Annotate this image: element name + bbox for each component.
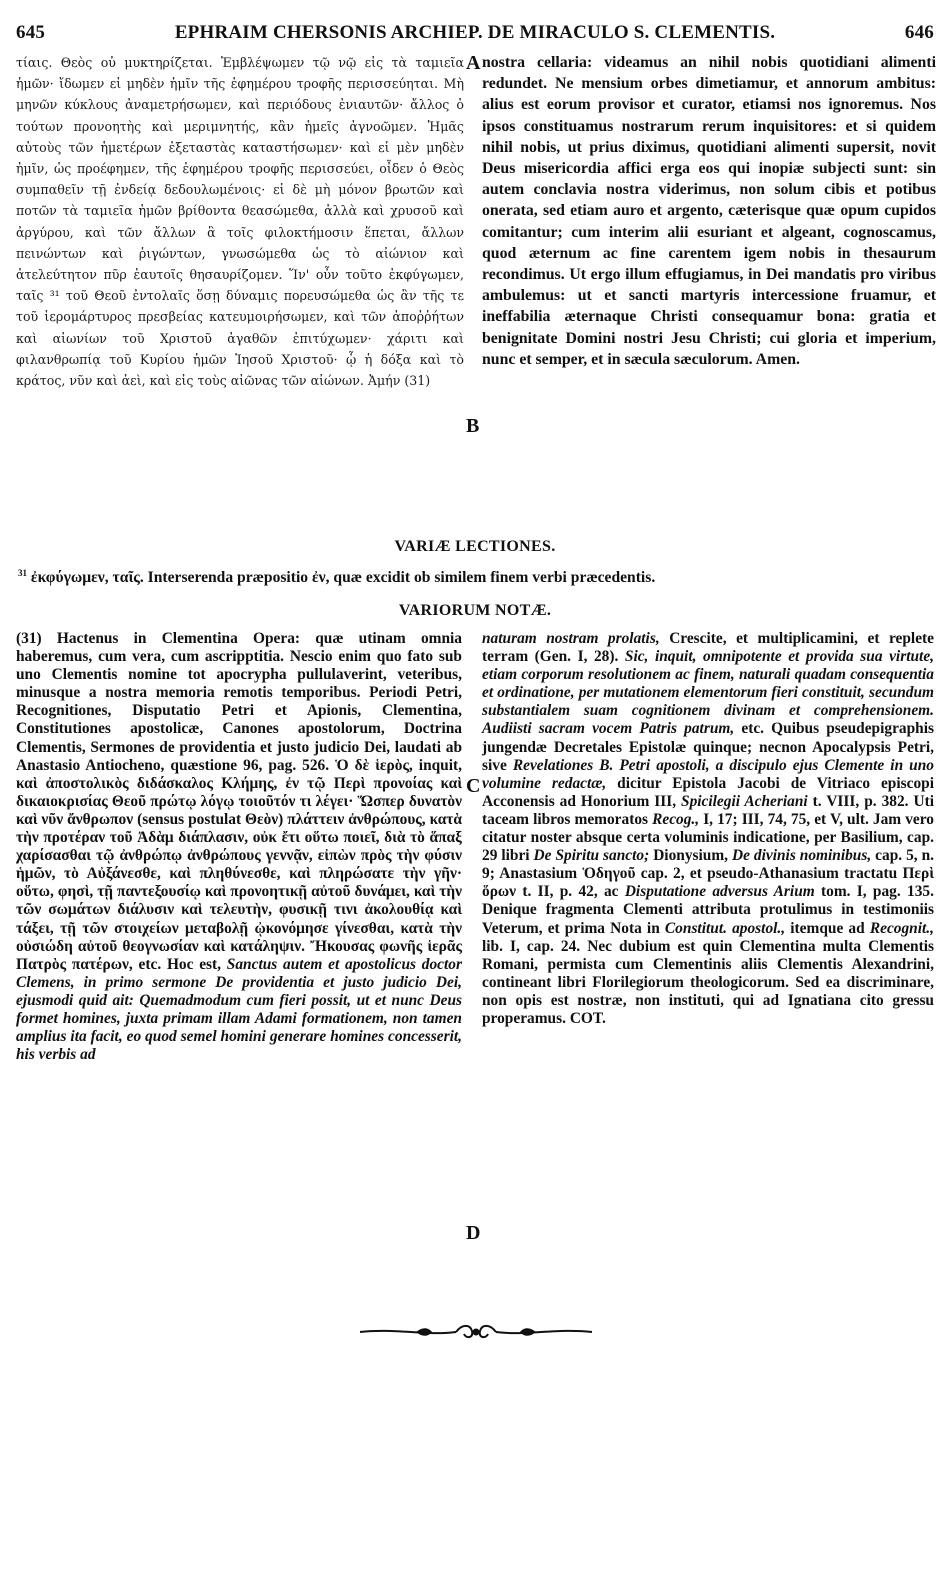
note-text-1: Crescite, et multiplicamini, et replete terram (Gen. I, 28).	[482, 630, 934, 666]
margin-letter-b: B	[466, 415, 480, 437]
page-number-right: 646	[904, 22, 934, 43]
note-italic-4: Spicilegii Acheriani	[681, 792, 808, 810]
note-italic-8: Disputatione adversus Arium	[624, 883, 815, 901]
running-title: EPHRAIM CHERSONIS ARCHIEP. DE MIRACULO S. CLEMENTIS.	[174, 22, 776, 43]
note-text-7: cap. 5, n. 9; Anastasium Ὁδηγοῦ cap. 2, et pseudo-Athanasium tractatu Περὶ ὅρων t. II, p. 42, ac	[482, 847, 934, 901]
notes-left-column	[16, 630, 462, 1064]
page-header	[16, 14, 934, 54]
greek-text-column: τίαις. Θεὸς οὐ μυκτηρίζεται. Ἐμβλέψωμεν τῷ νῷ εἰς τὰ ταμιεῖα ἡμῶν· ἴδωμεν εἰ μηδὲν ἡμῖν τῆς ἐφημέρου τροφῆς περισσεύηται. Μὴ μηνῶν κύκλους ἀναμετρήσωμεν, καὶ περιόδους ἐνιαυτῶν· ἄλλος ὁ τούτων προνοητὴς καὶ μεριμνητής, κἂν ἡμεῖς ἀγνοῶμεν. Ἡμᾶς αὐτοὺς τῶν ἡμετέρων ἐξεταστὰς καταστήσωμεν· καὶ εἰ μὲν μηδὲν ἡμῖν, ὡς προέφημεν, τῆς ἐφημέρου τροφῆς περισσεύει, οἶδεν ὁ Θεὸς συμπαθεῖν τῇ ἐνδείᾳ δεδουλωμένοις· εἰ δὲ μὴ μόνον βρωτῶν καὶ ποτῶν τὰ ταμιεῖα ἡμῶν βρίθοντα θεασώμεθα, ἀλλὰ καὶ χρυσοῦ καὶ ἀργύρου, καὶ τῶν ἄλλων ἃ τοῖς φιλοκτήμοσιν ἕπεται, ἄλλων πεινώντων καὶ ῥιγώντων, γνωσώμεθα ὡς τὸ αἰώνιον καὶ ἀτελεύτητον πῦρ ἑαυτοῖς θησαυρίζομεν. Ἵν' οὖν τοῦτο ἐκφύγωμεν, ταῖς ³¹ τοῦ Θεοῦ ἐντολαῖς ὅσῃ δύναμις πορευσώμεθα ὡς ἂν τῆς τε τοῦ ἱερομάρτυρος πρεσβείας κατευμοιρήσωμεν, καὶ τῶν ἀποῤῥήτων καὶ αἰωνίων τοῦ Χριστοῦ ἀγαθῶν ἐπιτύχωμεν· χάριτι καὶ φιλανθρωπίᾳ τοῦ Κυρίου ἡμῶν Ἰησοῦ Χριστοῦ· ᾧ ἡ δόξα καὶ τὸ κράτος, νῦν καὶ ἀεὶ, καὶ εἰς τοὺς αἰῶνας τῶν αἰώνων. Ἀμήν (31)	[16, 55, 464, 389]
fleuron-ornament-icon	[356, 1322, 596, 1342]
note-text-2: etc. Quibus pseudepigraphis jungendæ Decretales Epistolæ quinque; necnon Apocalypsis Petri, sive	[482, 720, 934, 774]
variant-number: 31	[18, 568, 27, 578]
margin-letter-c: C	[466, 775, 481, 797]
note-italic-5: Recog.,	[652, 810, 700, 828]
note-text-3: dicitur Epistola Jacobi de Vitriaco episcopi Acconensis ad Honorium III,	[482, 774, 934, 810]
margin-letter-a: A	[466, 52, 481, 74]
note-italic-3: Revelationes B. Petri apostoli, a discipulo ejus Clemente in uno volumine redactæ,	[482, 756, 934, 792]
note-italic-2: Sic, inquit, omnipotente et provida sua virtute, etiam corporum resolutionem ac finem, naturali quadam consequentia et ordinatione, per mutationem elementorum fieri constituit, secundum substantialem suam cognitionem divinam et comprehensionem. Audiisti sacram vocem Patris patrum,	[482, 648, 934, 738]
latin-text-column: nostra cellaria: videamus an nihil nobis quotidiani alimenti redundet. Ne mensium orbes dimetiamur, et annorum ambitus: alius est eorum provisor et curator, etiamsi nos ignoremus. Nos ipsos constituamus nostrarum rerum inquisitores: et si quidem nihil nobis, ut prius diximus, quotidiani alimenti supersit, novit Deus misericordia affici erga eos qui inopiæ subjecti sunt: sin autem conclavia nostra viderimus, non solum cibis et potibus onerata, sed etiam auro et argento, cæterisque quæ opum cupidos comitantur; cum interim alii esuriant et algeant, cognoscamus, quod æternum ac fine carentem igem nobis in thesaurum recondimus. Ut ergo illum effugiamus, in Dei mandatis pro viribus ambulemus: ut et sancti martyris intercessione fruamur, et ineffabilia æternaque Christi consequamur bona: gratia et benignitate Domini nostri Jesu Christi; cui gloria et imperium, nunc et semper, et in sæcula sæculorum. Amen.	[482, 54, 936, 368]
note-italic-7: De divinis nominibus,	[732, 847, 872, 865]
note-italic-1: naturam nostram prolatis,	[482, 630, 660, 647]
note-31-text: (31) Hactenus in Clementina Opera: quæ utinam omnia haberemus, cum vera, cum ascripptitia. Nescio enim quo fato sub uno Clementis nomine tot apocrypha pullulaverint, veteribus, minusque a nostra memoria remotis temporibus. Periodi Petri, Recognitiones, Disputatio Petri et Apionis, Clementina, Constitutiones apostolicæ, Canones apostolorum, Doctrina Clementis, Sermones de providentia et justo judicio Dei, laudati ab Anastasio Antiocheno, quæstione 96, pag. 526. Ὁ δὲ ἱερὸς, inquit, καὶ ἀποστολικὸς διδάσκαλος Κλήμης, ἐν τῷ Περὶ προνοίας καὶ δικαιοκρισίας Θεοῦ πρώτῳ λόγῳ τοιοῦτόν τι λέγει· Ὥσπερ δυνατὸν καὶ νῦν ἄνθρωπον (sensus postulat Θεὸν) πλάττειν ἀνθρώπους, κατὰ τὴν προτέραν τοῦ Ἀδὰμ διάπλασιν, οὐκ ἔτι οὕτω ποιεῖ, διὰ τὸ ἅπαξ χαρίσασθαι τῷ ἀνθρώπῳ ἀνθρώπους γεννᾷν, εἰπὼν πρὸς τὴν φύσιν ἡμῶν, τὸ Αὐξάνεσθε, καὶ πληθύνεσθε, καὶ πληρώσατε τὴν γῆν· οὕτω, φησὶ, τῇ παντεξουσίῳ καὶ προνοητικῇ αὐτοῦ δυνάμει, καὶ τὴν τῶν σωμάτων διάλυσιν καὶ τελευτὴν, φυσικῇ τινι ἀκολουθίᾳ καὶ τάξει, τῇ τῶν στοιχείων μεταβολῇ ᾠκονόμησε γίνεσθαι, κατὰ τὴν οὐσιώδη αὐτοῦ θεογνωσίαν καὶ κατάληψιν. Ἤκουσας φωνῆς ἱερᾶς Πατρὸς πατέρων, etc. Hoc est,	[16, 630, 462, 973]
variant-lemma: ἐκφύγωμεν, ταῖς.	[30, 569, 144, 587]
note-text-10: lib. I, cap. 24. Nec dubium est quin Clementina multa Clementis Romani, permista cum Clementinis aliis Clementis Alexandrini, contineant libri Florilegiorum theologicorum. Sed ea discriminare, non opis est nostræ, non instituti, qui ad Ignatiana cito gressu properamus.	[482, 937, 934, 1027]
note-text-9: itemque ad	[790, 919, 865, 937]
note-text-6: Dionysium,	[653, 847, 729, 865]
page-number-left: 645	[16, 22, 46, 43]
notes-right-column	[482, 630, 934, 1028]
note-italic-10: Recognit.,	[869, 919, 934, 937]
margin-letter-d: D	[466, 1222, 481, 1244]
note-text-8: tom. I, pag. 135. Denique fragmenta Clementi attributa protulimus in testimoniis Veterum, et prima Nota in	[482, 883, 934, 937]
variant-reading	[18, 563, 938, 588]
note-italic-6: De Spiritu sancto;	[533, 847, 650, 865]
variant-text: Interserenda præpositio ἐν, quæ excidit ob similem finem verbi præcedentis.	[147, 569, 656, 587]
note-italic-9: Constitut. apostol.,	[664, 919, 786, 937]
note-text-5: I, 17; III, 74, 75, et V, ult. Jam vero citatur noster absque certa voluminis indicatione, per Basilium, cap. 29 libri	[482, 810, 934, 865]
variorum-notae-heading: VARIORUM NOTÆ.	[398, 602, 552, 619]
note-signature: COT.	[569, 1009, 606, 1027]
note-31-italic: Sanctus autem et apostolicus doctor Clemens, in primo sermone De providentia et justo judicio Dei, ejusmodi quid ait: Quemadmodum cum fieri possit, ut et nunc Deus formet homines, juxta primam illam Adami formationem, non tamen amplius ita facit, eo quod semel homini generare homines concesserit, his verbis ad	[16, 955, 462, 1064]
variae-lectiones-heading: VARIÆ LECTIONES.	[394, 538, 556, 555]
note-text-4: t. VIII, p. 382. Uti taceam libros memoratos	[482, 792, 934, 828]
